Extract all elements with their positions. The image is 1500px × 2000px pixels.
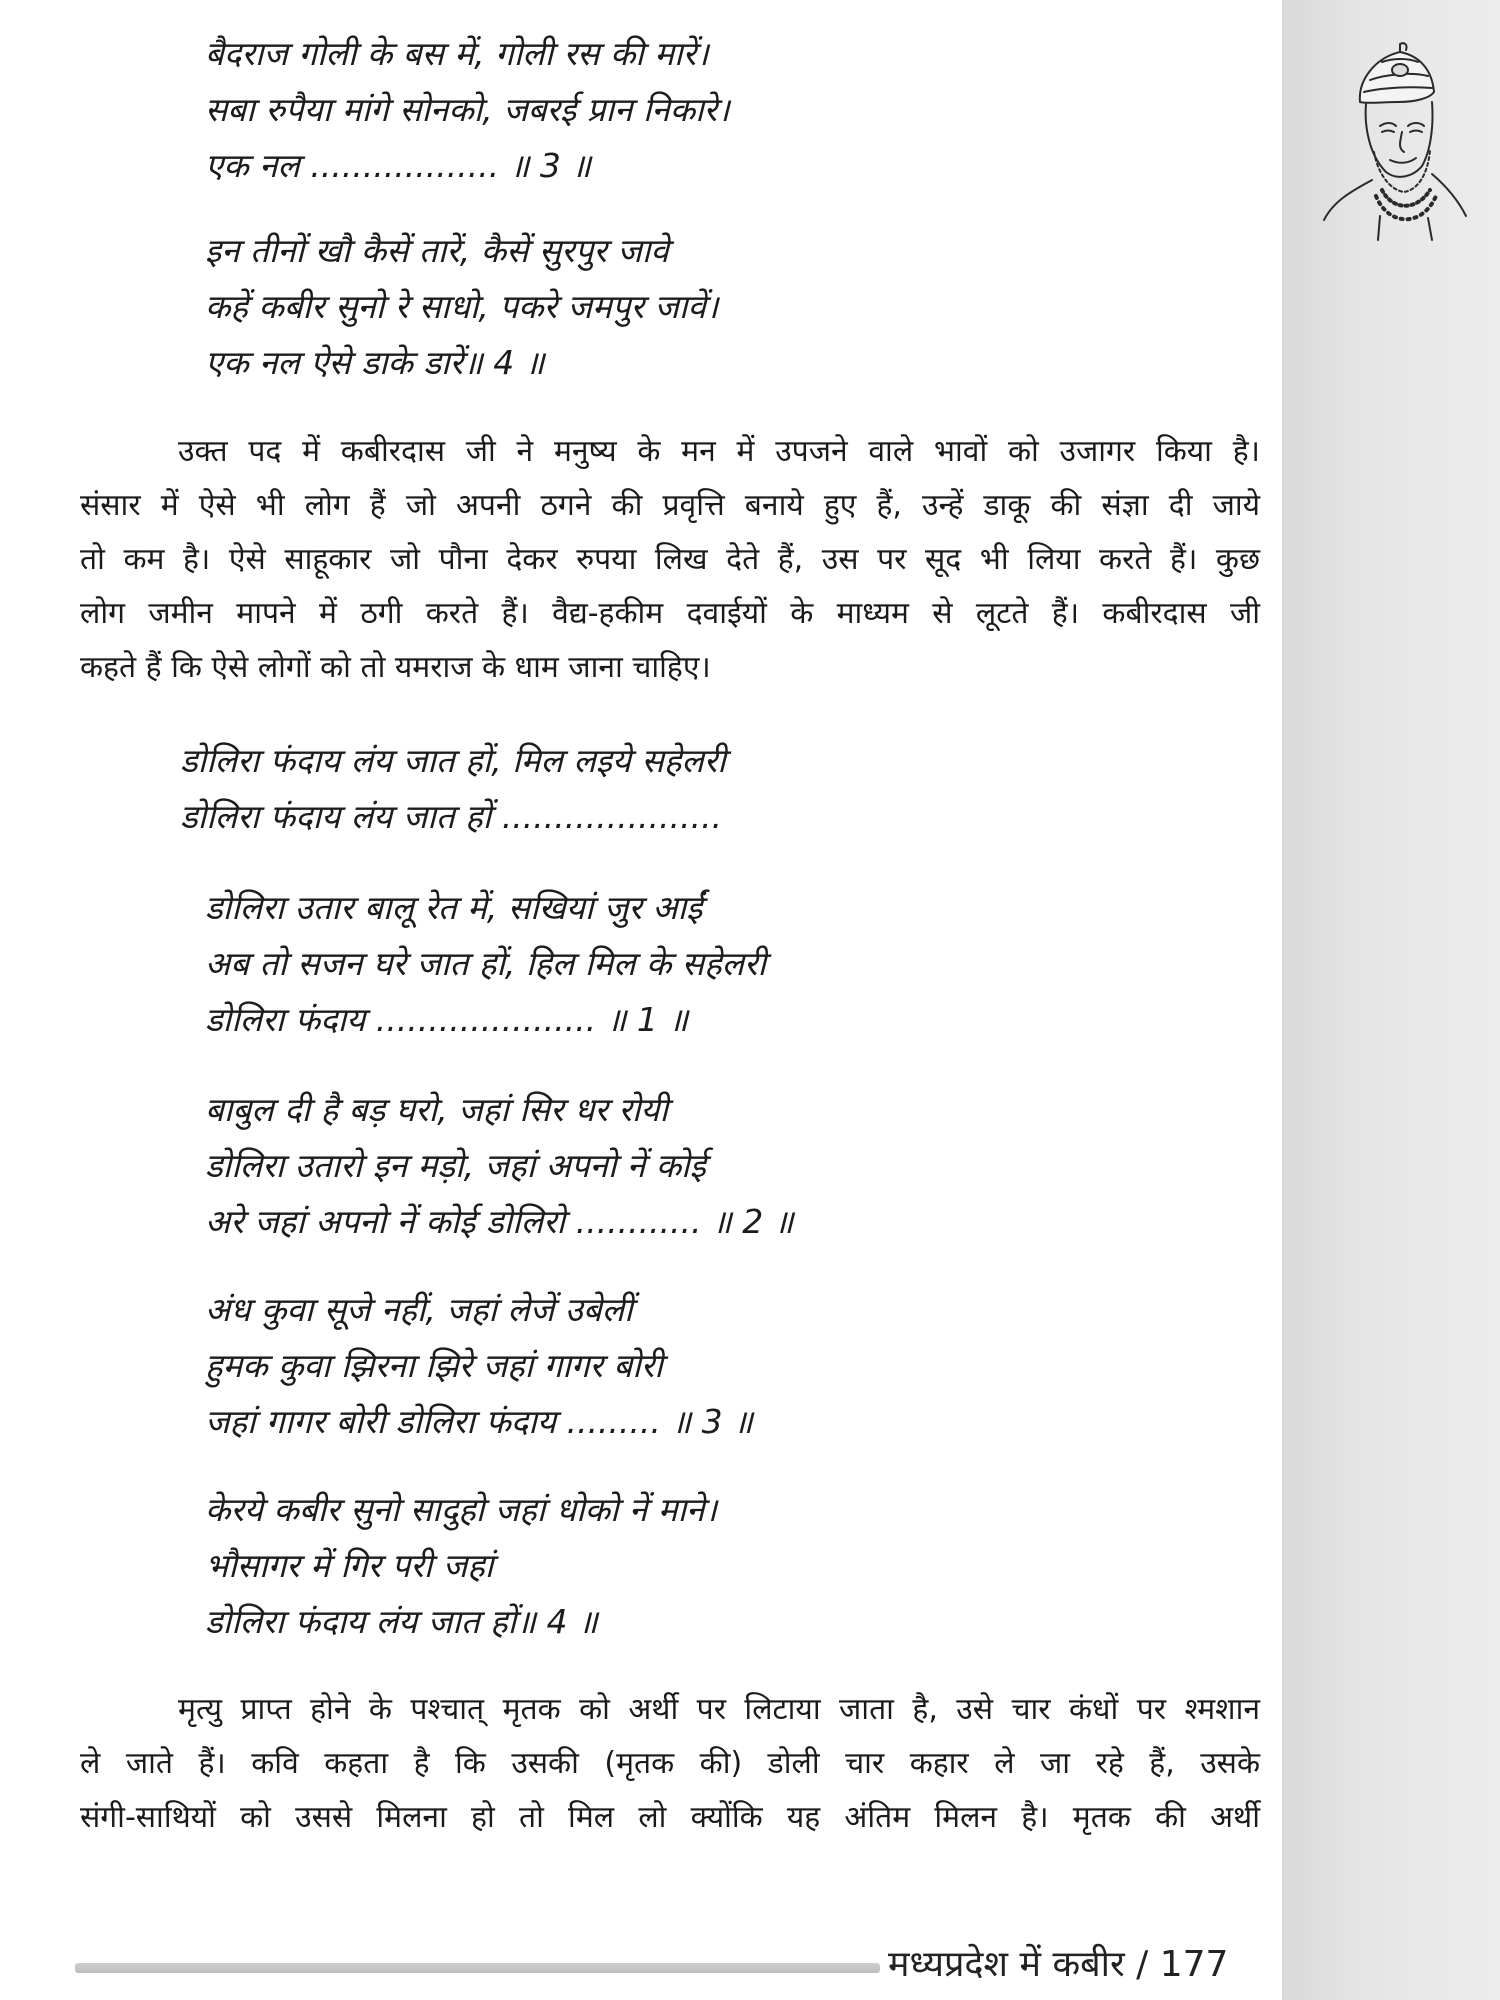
paragraph-line: तो कम है। ऐसे साहूकार जो पौना देकर रुपया लिख देते हैं, उस पर सूद भी लिया करते हैं। कुछ (80, 542, 1260, 577)
verse-line: केरये कबीर सुनो सादुहो जहां धोको नें माने। (205, 1490, 717, 1529)
footer-separator: / (1136, 1944, 1149, 1985)
verse-line: डोलिरा फंदाय ..................... ॥ 1 ॥ (205, 1000, 689, 1039)
verse-line: डोलिरा उतारो इन मड़ो, जहां अपनो नें कोई (205, 1146, 706, 1185)
paragraph-line: ले जाते हैं। कवि कहता है कि उसकी (मृतक की) डोली चार कहार ले जा रहे हैं, उसके (80, 1746, 1260, 1781)
verse-line: बैदराज गोली के बस में, गोली रस की मारें। (205, 34, 709, 73)
paragraph-line: लोग जमीन मापने में ठगी करते हैं। वैद्य-हकीम दवाईयों के माध्यम से लूटते हैं। कबीरदास जी (80, 596, 1260, 631)
verse-line: डोलिरा फंदाय लंय जात हों, मिल लइये सहेलरी (180, 741, 726, 780)
verse-line: डोलिरा फंदाय लंय जात हों॥ 4 ॥ (205, 1602, 598, 1641)
book-title: मध्यप्रदेश में कबीर (888, 1944, 1125, 1985)
verse-stanza (205, 223, 718, 391)
page-footer (0, 1935, 1282, 1995)
paragraph (80, 1683, 1260, 1845)
verse-line: इन तीनों खौ कैसें तारें, कैसें सुरपुर जावे (205, 231, 669, 270)
verse-line: हुमक कुवा झिरना झिरे जहां गागर बोरी (205, 1346, 663, 1385)
verse-stanza (205, 880, 766, 1048)
verse-line: एक नल .................. ॥ 3 ॥ (205, 146, 592, 185)
paragraph-line: संसार में ऐसे भी लोग हैं जो अपनी ठगने की प्रवृत्ति बनाये हुए हैं, उन्हें डाकू की संज्ञा दी जाये (80, 488, 1260, 523)
verse-line: अंध कुवा सूजे नहीं, जहां लेजें उबेलीं (205, 1290, 633, 1329)
verse-line: बाबुल दी है बड़ घरो, जहां सिर धर रोयी (205, 1090, 669, 1129)
verse-stanza (205, 1082, 793, 1250)
paragraph-line: मृत्यु प्राप्त होने के पश्चात् मृतक को अर्थी पर लिटाया जाता है, उसे चार कंधों पर श्मशान (178, 1692, 1260, 1727)
verse-stanza (205, 1482, 717, 1650)
verse-line: अब तो सजन घरे जात हों, हिल मिल के सहेलरी (205, 944, 767, 983)
footer-rule (75, 1963, 880, 1973)
kabir-portrait-icon (1320, 40, 1470, 250)
footer-text (888, 1937, 1228, 1993)
paragraph-line: संगी-साथियों को उससे मिलना हो तो मिल लो क्योंकि यह अंतिम मिलन है। मृतक की अर्थी (80, 1800, 1260, 1835)
paragraph (80, 425, 1260, 695)
paragraph-line: कहते हैं कि ऐसे लोगों को तो यमराज के धाम जाना चाहिए। (80, 650, 711, 685)
page-number: 177 (1159, 1944, 1229, 1985)
paragraph-line: उक्त पद में कबीरदास जी ने मनुष्य के मन में उपजने वाले भावों को उजागर किया है। (178, 434, 1260, 469)
verse-line: डोलिरा उतार बालू रेत में, सखियां जुर आईं (205, 888, 703, 927)
verse-line: एक नल ऐसे डाके डारें॥ 4 ॥ (205, 343, 545, 382)
verse-line: कहें कबीर सुनो रे साधो, पकरे जमपुर जावें। (205, 287, 719, 326)
verse-stanza (205, 26, 730, 194)
side-margin-strip (1282, 0, 1500, 2000)
verse-line: सबा रुपैया मांगे सोनको, जबरई प्रान निकारे। (205, 90, 730, 129)
verse-stanza (205, 1282, 753, 1450)
verse-stanza (180, 733, 726, 845)
verse-line: अरे जहां अपनो नें कोई डोलिरो ............ ॥ 2 ॥ (205, 1202, 794, 1241)
verse-line: जहां गागर बोरी डोलिरा फंदाय ......... ॥ 3 ॥ (205, 1402, 753, 1441)
verse-line: भौसागर में गिर परी जहां (205, 1546, 494, 1585)
verse-line: डोलिरा फंदाय लंय जात हों ..................... (180, 797, 722, 836)
